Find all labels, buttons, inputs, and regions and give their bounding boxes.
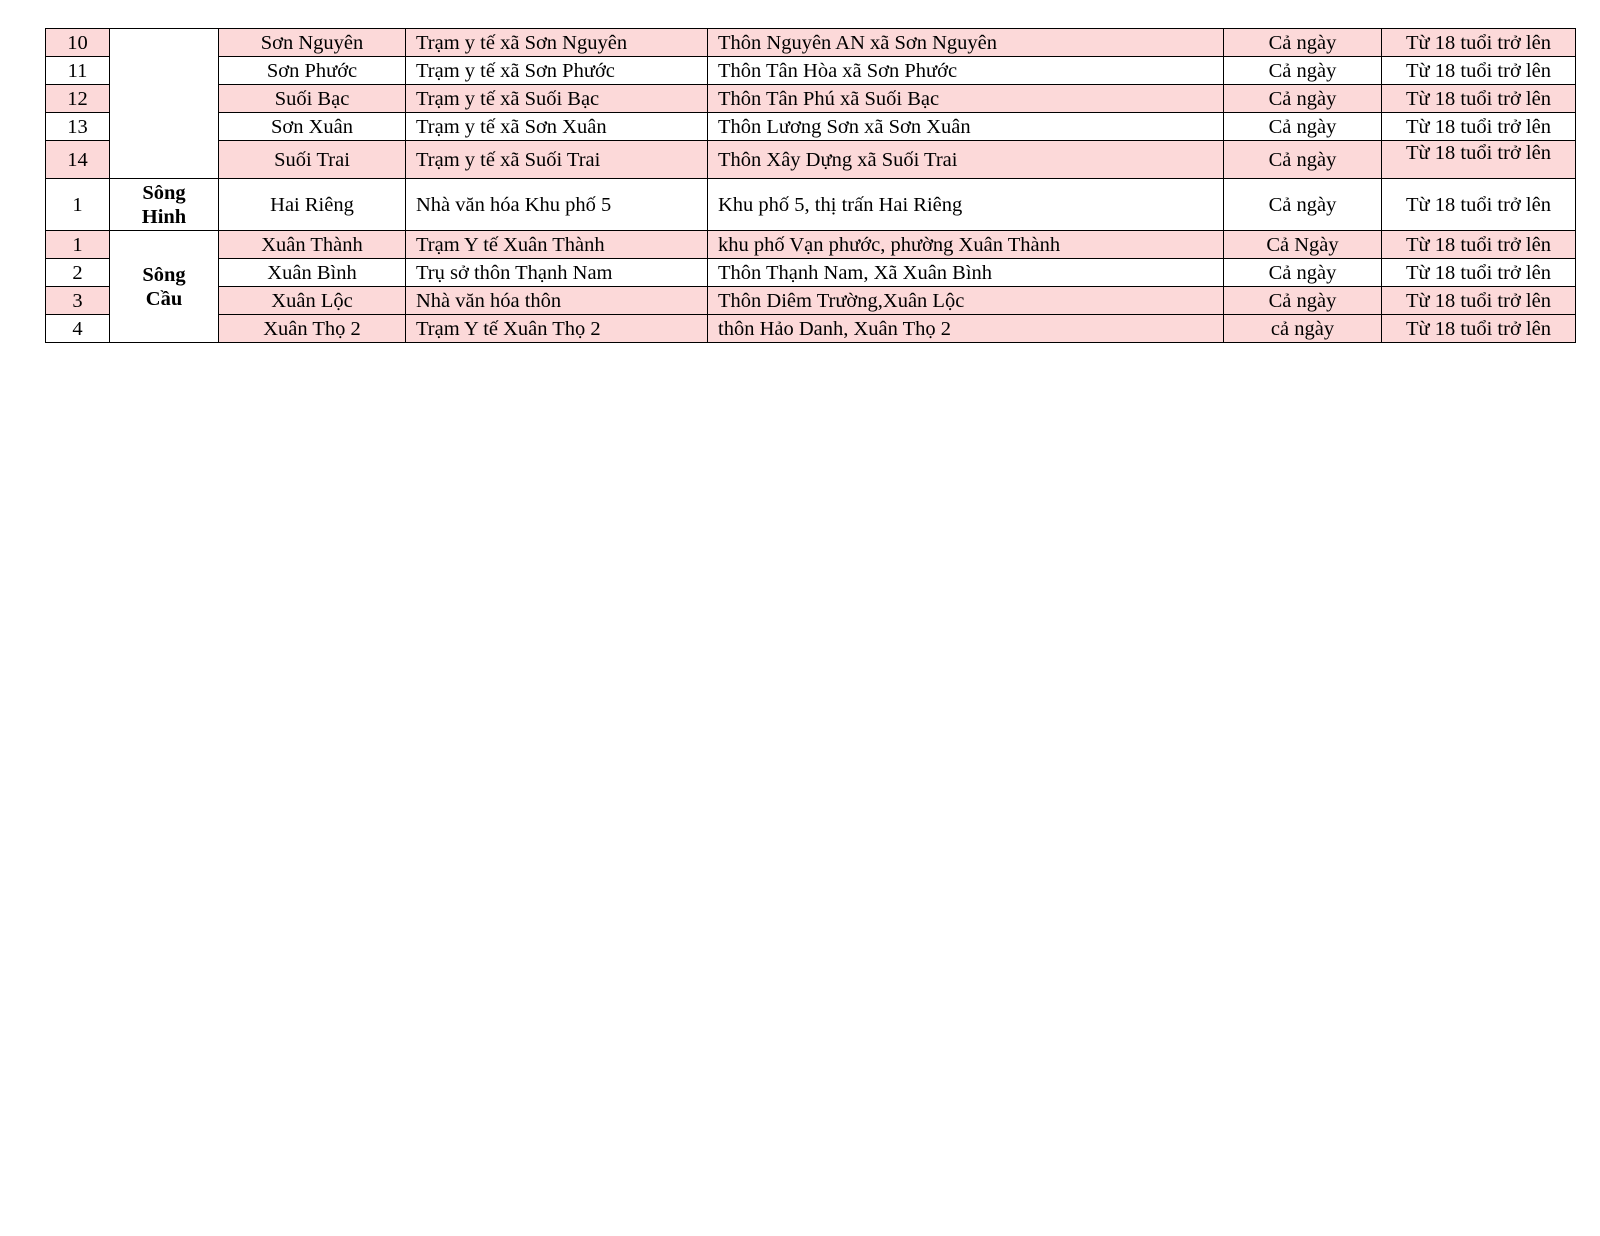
place-cell: Trạm y tế xã Suối Bạc <box>406 85 708 113</box>
stt-cell: 4 <box>46 315 110 343</box>
place-cell: Trụ sở thôn Thạnh Nam <box>406 259 708 287</box>
table-row <box>46 57 1576 85</box>
stt-cell: 1 <box>46 179 110 231</box>
time-cell: Cả ngày <box>1224 141 1382 179</box>
address-cell: Thôn Nguyên AN xã Sơn Nguyên <box>708 29 1224 57</box>
district-name-line: Sông <box>142 263 186 286</box>
address-cell: Thôn Thạnh Nam, Xã Xuân Bình <box>708 259 1224 287</box>
table-row <box>46 141 1576 179</box>
table-row <box>46 315 1576 343</box>
age-cell: Từ 18 tuổi trở lên <box>1382 57 1576 85</box>
commune-cell: Xuân Lộc <box>219 287 406 315</box>
place-cell: Trạm y tế xã Sơn Phước <box>406 57 708 85</box>
commune-cell: Hai Riêng <box>219 179 406 231</box>
commune-cell: Xuân Thành <box>219 231 406 259</box>
vaccination-sites-table <box>45 28 1576 343</box>
stt-cell: 10 <box>46 29 110 57</box>
district-cell <box>110 179 219 231</box>
time-cell: Cả ngày <box>1224 85 1382 113</box>
address-cell: thôn Hảo Danh, Xuân Thọ 2 <box>708 315 1224 343</box>
commune-cell: Sơn Xuân <box>219 113 406 141</box>
stt-cell: 12 <box>46 85 110 113</box>
time-cell: cả ngày <box>1224 315 1382 343</box>
commune-cell: Xuân Thọ 2 <box>219 315 406 343</box>
table-row <box>46 29 1576 57</box>
commune-cell: Xuân Bình <box>219 259 406 287</box>
time-cell: Cả ngày <box>1224 287 1382 315</box>
address-cell: Thôn Tân Phú xã Suối Bạc <box>708 85 1224 113</box>
age-cell: Từ 18 tuổi trở lên <box>1382 315 1576 343</box>
address-cell: Khu phố 5, thị trấn Hai Riêng <box>708 179 1224 231</box>
district-name-line: Sông <box>142 181 186 204</box>
place-cell: Trạm Y tế Xuân Thành <box>406 231 708 259</box>
time-cell: Cả ngày <box>1224 29 1382 57</box>
commune-cell: Sơn Phước <box>219 57 406 85</box>
table-row <box>46 231 1576 259</box>
district-cell <box>110 29 219 179</box>
time-cell: Cả ngày <box>1224 57 1382 85</box>
place-cell: Trạm y tế xã Sơn Nguyên <box>406 29 708 57</box>
age-cell: Từ 18 tuổi trở lên <box>1382 113 1576 141</box>
stt-cell: 3 <box>46 287 110 315</box>
time-cell: Cả ngày <box>1224 113 1382 141</box>
place-cell: Trạm y tế xã Sơn Xuân <box>406 113 708 141</box>
commune-cell: Suối Bạc <box>219 85 406 113</box>
commune-cell: Suối Trai <box>219 141 406 179</box>
place-cell: Trạm y tế xã Suối Trai <box>406 141 708 179</box>
age-cell: Từ 18 tuổi trở lên <box>1382 231 1576 259</box>
table-row <box>46 259 1576 287</box>
address-cell: Thôn Tân Hòa xã Sơn Phước <box>708 57 1224 85</box>
time-cell: Cả Ngày <box>1224 231 1382 259</box>
age-cell: Từ 18 tuổi trở lên <box>1382 29 1576 57</box>
age-cell: Từ 18 tuổi trở lên <box>1382 85 1576 113</box>
age-cell: Từ 18 tuổi trở lên <box>1382 141 1576 179</box>
table-row <box>46 113 1576 141</box>
stt-cell: 11 <box>46 57 110 85</box>
stt-cell: 2 <box>46 259 110 287</box>
stt-cell: 13 <box>46 113 110 141</box>
stt-cell: 14 <box>46 141 110 179</box>
table-row <box>46 179 1576 231</box>
address-cell: khu phố Vạn phước, phường Xuân Thành <box>708 231 1224 259</box>
stt-cell: 1 <box>46 231 110 259</box>
age-cell: Từ 18 tuổi trở lên <box>1382 259 1576 287</box>
district-cell <box>110 231 219 343</box>
commune-cell: Sơn Nguyên <box>219 29 406 57</box>
time-cell: Cả ngày <box>1224 259 1382 287</box>
age-cell: Từ 18 tuổi trở lên <box>1382 287 1576 315</box>
table-row <box>46 287 1576 315</box>
table-row <box>46 85 1576 113</box>
place-cell: Trạm Y tế Xuân Thọ 2 <box>406 315 708 343</box>
time-cell: Cả ngày <box>1224 179 1382 231</box>
district-name-line: Cầu <box>145 287 183 310</box>
place-cell: Nhà văn hóa thôn <box>406 287 708 315</box>
address-cell: Thôn Lương Sơn xã Sơn Xuân <box>708 113 1224 141</box>
place-cell: Nhà văn hóa Khu phố 5 <box>406 179 708 231</box>
address-cell: Thôn Xây Dựng xã Suối Trai <box>708 141 1224 179</box>
age-cell: Từ 18 tuổi trở lên <box>1382 179 1576 231</box>
address-cell: Thôn Diêm Trường,Xuân Lộc <box>708 287 1224 315</box>
district-name-line: Hinh <box>141 205 187 228</box>
